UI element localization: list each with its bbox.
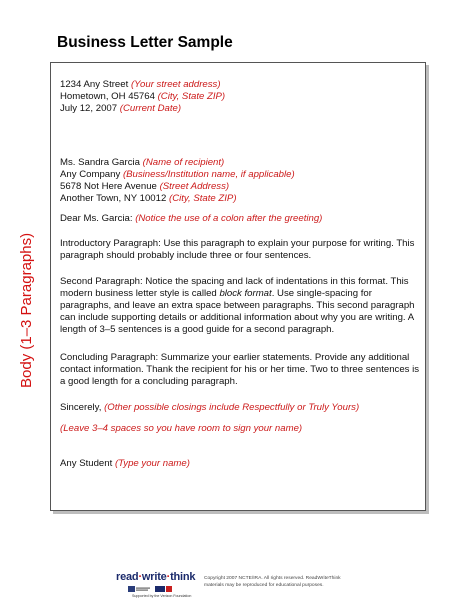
page-title: Business Letter Sample <box>57 34 233 51</box>
recipient-name: Ms. Sandra Garcia <box>60 157 140 168</box>
recipient-company-line <box>60 169 295 181</box>
logo-sep-2: · <box>166 571 171 583</box>
recipient-city-note: (City, State ZIP) <box>169 193 237 204</box>
recipient-city: Another Town, NY 10012 <box>60 193 167 204</box>
recipient-street-note: (Street Address) <box>159 181 230 192</box>
copyright-line-1: Copyright 2007 NCTE/IRA. All rights reserved. ReadWriteThink <box>204 576 341 581</box>
signature-name: Any Student <box>60 458 113 469</box>
recipient-street: 5678 Not Here Avenue <box>60 181 157 192</box>
recipient-company-note: (Business/Institution name, if applicable) <box>122 169 295 180</box>
second-paragraph-text-b: . Use single-spacing for paragraphs, and leave an extra space between paragraphs. This second paragraph can include supporting details or additional information about why you are writing. A length of 3–5 sentences is a good guide for a second paragraph. <box>60 287 415 335</box>
logo-think: think <box>170 571 196 583</box>
readwritethink-logo <box>116 571 195 583</box>
closing: Sincerely, <box>60 402 102 413</box>
signature-space-note: (Leave 3–4 spaces so you have room to sign your name) <box>60 423 303 434</box>
date-line <box>60 103 181 115</box>
closing-line <box>60 402 359 414</box>
sender-street-note: (Your street address) <box>130 79 221 90</box>
letter-date: July 12, 2007 <box>60 103 118 114</box>
recipient-name-note: (Name of recipient) <box>142 157 225 168</box>
sender-city: Hometown, OH 45764 <box>60 91 155 102</box>
closing-note: (Other possible closings include Respectfully or Truly Yours) <box>104 402 360 413</box>
logo-write: write <box>141 571 167 583</box>
copyright-line-2: materials may be reproduced for educational purposes. <box>204 583 324 588</box>
logo-sep-1: · <box>138 571 142 583</box>
recipient-name-line <box>60 157 224 169</box>
signature-line <box>60 458 190 470</box>
sender-street: 1234 Any Street <box>60 79 129 90</box>
recipient-city-line <box>60 193 237 205</box>
date-note: (Current Date) <box>119 103 182 114</box>
partner-logos-icon <box>128 585 180 593</box>
recipient-street-line <box>60 181 229 193</box>
concluding-paragraph: Concluding Paragraph: Summarize your earlier statements. Provide any additional contact information. Thank the recipient for his or her time. Two to three sentences is a good length for a concluding paragraph. <box>60 352 420 387</box>
sender-city-note: (City, State ZIP) <box>157 91 226 102</box>
signature-note: (Type your name) <box>114 458 190 469</box>
greeting-note: (Notice the use of a colon after the greeting) <box>135 213 323 224</box>
second-paragraph <box>60 276 420 336</box>
block-format-term: block format <box>219 287 272 299</box>
greeting: Dear Ms. Garcia: <box>60 213 133 224</box>
recipient-company: Any Company <box>60 169 121 180</box>
logo-subtext: Supported by the Verizon Foundation <box>132 594 192 598</box>
signature-space-line <box>60 423 302 435</box>
body-side-label: Body (1–3 Paragraphs) <box>18 232 35 388</box>
greeting-line <box>60 213 322 225</box>
sender-city-line <box>60 91 225 103</box>
second-paragraph-text-a: Second Paragraph: Notice the spacing and lack of indentations in this format. This modern business letter style is called <box>60 276 409 299</box>
sender-street-line <box>60 79 221 91</box>
logo-read: read <box>116 571 139 583</box>
copyright-text <box>204 575 341 589</box>
intro-paragraph: Introductory Paragraph: Use this paragraph to explain your purpose for writing. This paragraph should probably include three or four sentences. <box>60 238 415 261</box>
